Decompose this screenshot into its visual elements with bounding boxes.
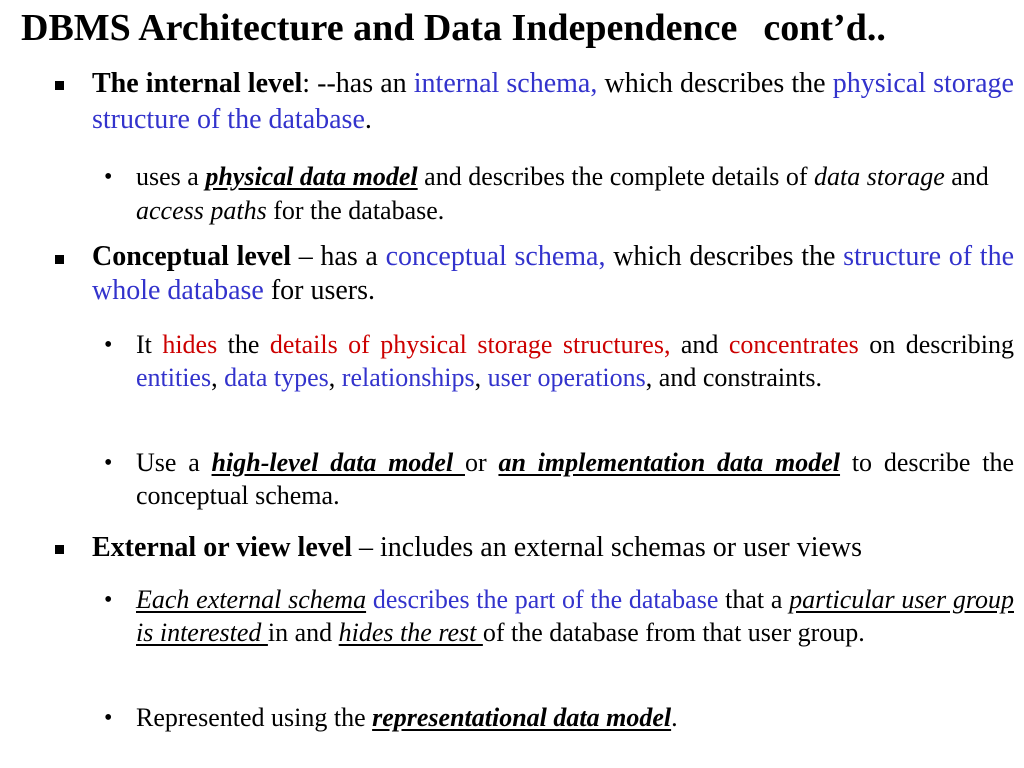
text: which describes the [597,68,833,99]
implementation-data-model-term: an implementation data model [498,448,841,477]
internal-sub-paragraph [136,160,1016,229]
each-external-schema-term: Each external schema [136,585,367,614]
conceptual-level-heading: Conceptual level [92,241,292,272]
access-paths-term: access paths [136,196,267,226]
hides-term: hides [162,330,218,359]
external-level-paragraph [92,530,1014,566]
physical-data-model-term: physical data model [205,162,418,191]
text: and [944,162,989,191]
high-level-data-model-term: high-level data model [211,448,465,477]
round-bullet-icon: • [104,332,113,358]
text: : --has an [302,68,414,99]
text: and [670,330,729,359]
text: or [464,448,499,477]
text: in and [267,618,339,648]
user-operations-term: user operations [487,363,646,393]
concentrates-term: concentrates [728,330,859,359]
user-group-term: particular user group is interested [136,585,1014,648]
internal-level-heading: The internal level [92,68,303,99]
text: – has a [291,241,386,272]
relationships-term: relationships [341,363,475,393]
physical-storage-term: physical storage structure of the database [92,68,1014,135]
text: – includes an external schemas or user views [351,532,863,563]
slide-title-suffix: cont’d.. [763,7,886,49]
representational-data-model-term: representational data model [372,703,672,732]
square-bullet-icon [55,255,64,264]
text: for the database. [266,196,445,226]
data-types-term: data types [224,363,329,393]
slide-title [21,8,886,50]
text: which describes the [605,241,844,272]
text: of the database from that user group. [482,618,865,648]
physical-details-term: details of physical storage structures, [269,330,671,359]
conceptual-sub-paragraph-1 [136,328,1014,395]
text: for users. [263,275,376,307]
external-sub-paragraph-2 [136,701,1014,735]
conceptual-level-paragraph [92,240,1014,308]
entities-term: entities [136,363,212,393]
external-level-heading: External or view level [92,532,352,563]
text: to describe the conceptual schema. [136,448,1014,511]
text: and describes the complete details of [417,162,815,191]
text: , [474,363,488,393]
text: . [364,103,372,135]
text: . [671,703,678,732]
square-bullet-icon [55,81,64,90]
round-bullet-icon: • [104,705,113,731]
text: , [211,363,225,393]
text: It [136,330,163,359]
external-sub-paragraph-1 [136,583,1014,650]
round-bullet-icon: • [104,164,113,190]
slide-title-main: DBMS Architecture and Data Independence [21,7,738,49]
text: on describing [858,330,1014,359]
internal-schema-term: internal schema, [413,68,598,99]
text: uses a [136,162,206,191]
square-bullet-icon [55,545,64,554]
whole-database-term: structure of the whole database [92,241,1014,307]
text: Use a [136,448,212,477]
text: Represented using the [136,703,373,732]
text: , and constraints. [645,363,822,393]
internal-level-paragraph [92,66,1014,138]
hides-the-rest-term: hides the rest [338,618,483,648]
part-of-database-term: describes the part of the database [366,585,719,614]
text: the [217,330,270,359]
conceptual-schema-term: conceptual schema, [385,241,606,272]
conceptual-sub-paragraph-2 [136,446,1014,513]
round-bullet-icon: • [104,450,113,476]
round-bullet-icon: • [104,587,113,613]
data-storage-term: data storage [814,162,945,191]
text: , [328,363,342,393]
text: that a [718,585,790,614]
